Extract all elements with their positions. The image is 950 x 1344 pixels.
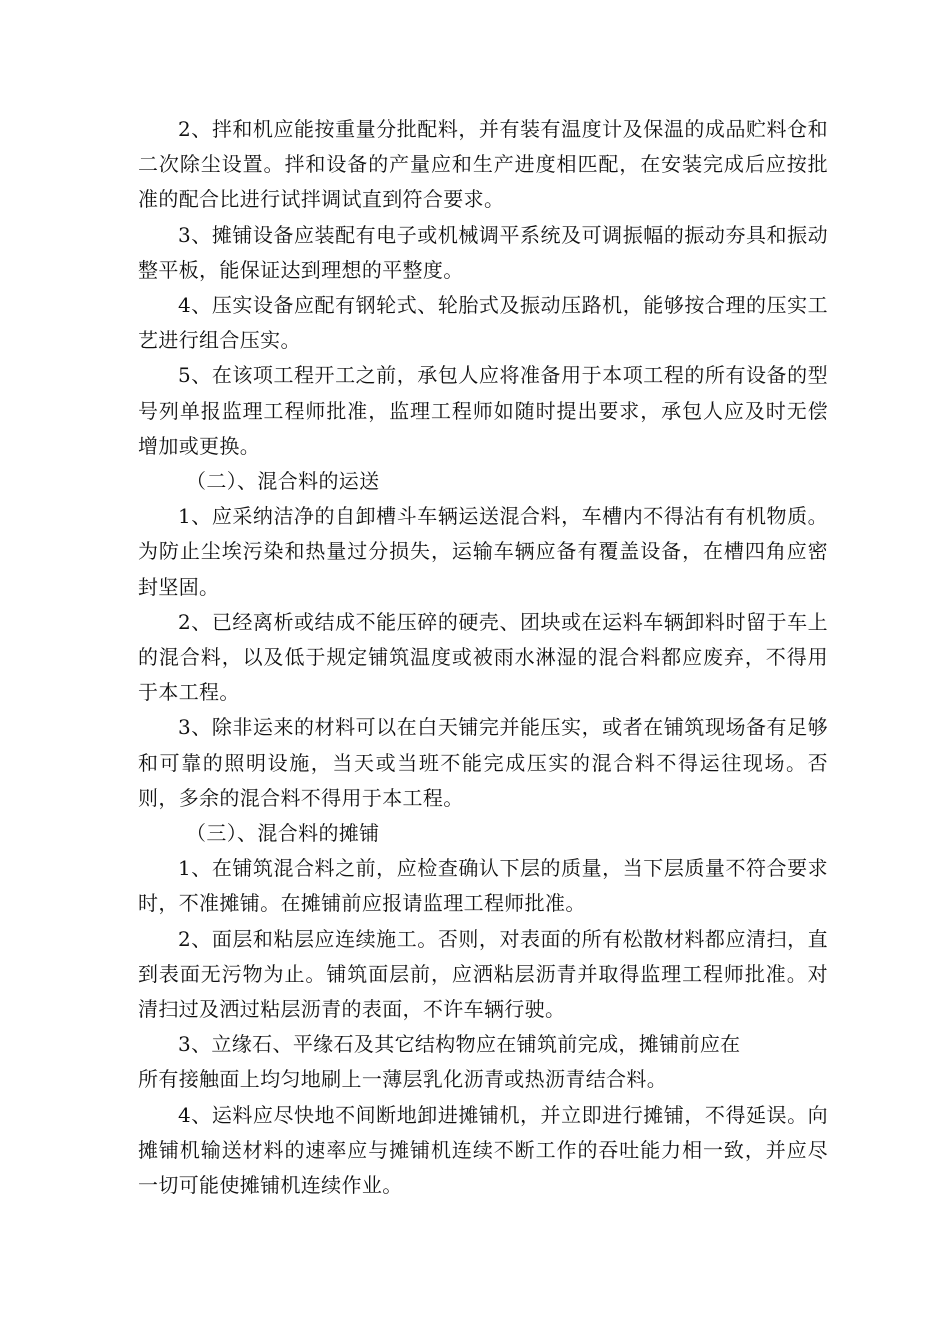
paragraph-lighting-conditions: 3、除非运来的材料可以在白天铺完并能压实，或者在铺筑现场备有足够和可靠的照明设施，当天或当班不能完成压实的混合料不得运往现场。否则，多余的混合料不得用于本工程。 [138,715,828,810]
paragraph-mixer-requirements: 2、拌和机应能按重量分批配料，并有装有温度计及保温的成品贮料仓和二次除尘设置。拌和设备的产量应和生产进度相匹配，在安装完成后应按批准的配合比进行试拌调试直到符合要求。 [138,117,828,212]
section-heading-paving: （三）、混合料的摊铺 [186,821,380,846]
paragraph-paver-requirements: 3、摊铺设备应装配有电子或机械调平系统及可调振幅的振动夯具和振动整平板，能保证达到理想的平整度。 [138,222,828,282]
paragraph-compactor-requirements: 4、压实设备应配有钢轮式、轮胎式及振动压路机，能够按合理的压实工艺进行组合压实。 [138,293,828,353]
paragraph-transport-vehicles: 1、应采纳洁净的自卸槽斗车辆运送混合料，车槽内不得沾有有机物质。为防止尘埃污染和热量过分损失，运输车辆应备有覆盖设备，在槽四角应密封坚固。 [138,504,828,599]
document-body [138,112,828,1203]
paragraph-line: 所有接触面上均匀地刷上一薄层乳化沥青或热沥青结合料。 [138,1067,668,1092]
paragraph-line: 3、立缘石、平缘石及其它结构物应在铺筑前完成，摊铺前应在 [178,1032,741,1057]
paragraph-underlayer-check: 1、在铺筑混合料之前，应检查确认下层的质量，当下层质量不符合要求时，不准摊铺。在摊铺前应报请监理工程师批准。 [138,856,828,916]
paragraph-rejected-mixture: 2、已经离析或结成不能压碎的硬壳、团块或在运料车辆卸料时留于车上的混合料，以及低于规定铺筑温度或被雨水淋湿的混合料都应废弃，不得用于本工程。 [138,609,828,705]
paragraph-tack-coat: 2、面层和粘层应连续施工。否则，对表面的所有松散材料都应清扫，直到表面无污物为止。铺筑面层前，应洒粘层沥青并取得监理工程师批准。对清扫过及洒过粘层沥青的表面，不许车辆行驶。 [138,926,828,1022]
paragraph-continuous-paving: 4、运料应尽快地不间断地卸进摊铺机，并立即进行摊铺，不得延误。向摊铺机输送材料的速率应与摊铺机连续不断工作的吞吐能力相一致，并应尽一切可能使摊铺机连续作业。 [138,1102,828,1198]
paragraph-curbstones [138,1027,828,1097]
paragraph-equipment-approval: 5、在该项工程开工之前，承包人应将准备用于本项工程的所有设备的型号列单报监理工程师批准，监理工程师如随时提出要求，承包人应及时无偿增加或更换。 [138,363,828,458]
section-heading-transport: （二）、混合料的运送 [186,469,380,494]
